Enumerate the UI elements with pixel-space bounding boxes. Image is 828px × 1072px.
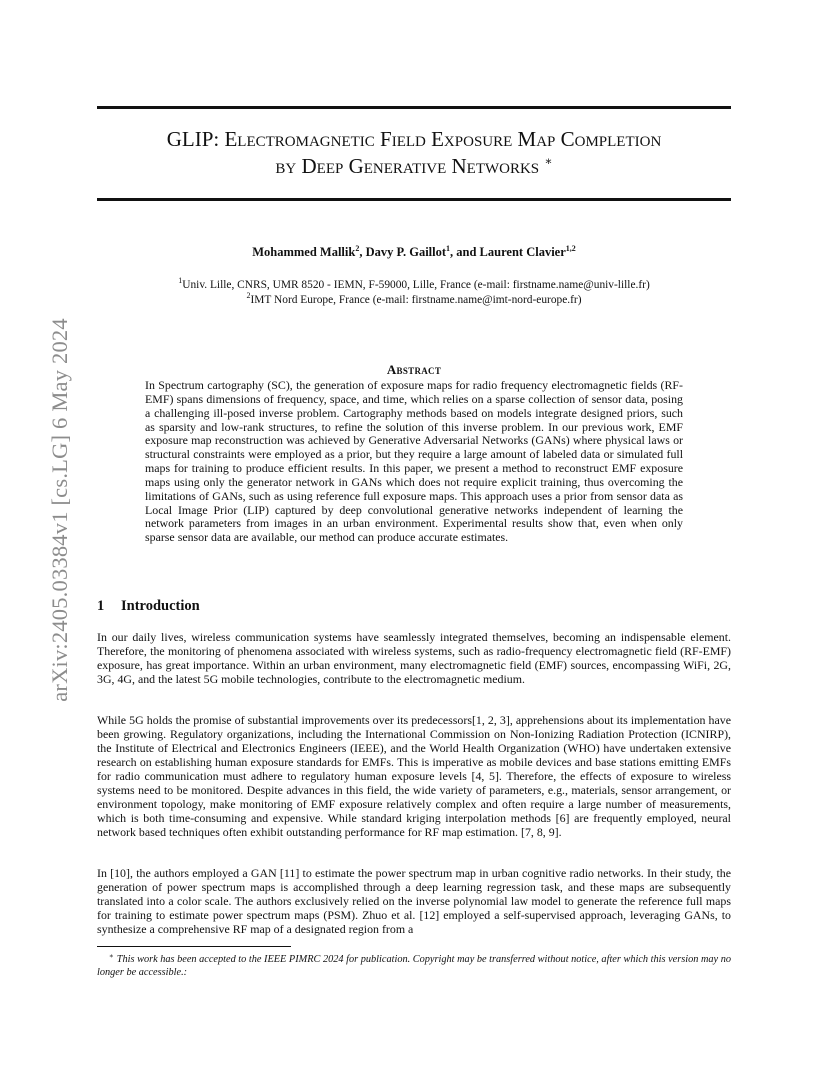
title-line-2: by Deep Generative Networks: [275, 154, 540, 178]
author-affil-mark: 2: [355, 244, 360, 253]
section-heading: [97, 598, 200, 615]
author-name: and Laurent Clavier: [456, 245, 566, 259]
affiliation-line: Univ. Lille, CNRS, UMR 8520 - IEMN, F-59000, Lille, France (e-mail: firstname.name@univ-lille.fr): [182, 279, 650, 291]
section-title: Introduction: [121, 598, 200, 614]
affiliations: [97, 278, 731, 307]
title-top-rule: [97, 106, 731, 109]
affiliation-line: IMT Nord Europe, France (e-mail: firstname.name@imt-nord-europe.fr): [250, 293, 582, 306]
body-paragraph: While 5G holds the promise of substantial improvements over its predecessors[1, 2, 3], apprehensions about its implementation have been growing. Regulatory organizations, including the International Commission on Non-Ionizing Radiation Protection (ICNIRP), the Institute of Electrical and Electronics Engineers (IEEE), and the World Health Organization (WHO) have undertaken extensive research on establishing human exposure standards for EMFs. This is imperative as mobile devices and base stations emitting EMFs for radio communication must adhere to regulatory human exposure levels [4, 5]. Therefore, the effects of exposure to wireless systems need to be monitored. Despite advances in this field, the wide variety of parameters, e.g., materials, sensor arrangement, or environment topology, make monitoring of EMF exposure relatively complex and often require a large number of measurements, which is both time-consuming and expensive. While standard kriging interpolation methods [6] are frequently employed, neural network based techniques often exhibit outstanding performance for RF map estimation. [7, 8, 9].: [97, 713, 731, 839]
footnote-rule: [97, 946, 291, 947]
author-affil-mark: 1: [446, 244, 451, 253]
title-footnote-mark: ∗: [544, 154, 553, 168]
affil-mark: 1: [178, 276, 183, 285]
arxiv-identifier-stamp: arXiv:2405.03384v1 [cs.LG] 6 May 2024: [47, 318, 72, 702]
author-name: Davy P. Gaillot: [365, 245, 447, 259]
affil-mark: 2: [246, 290, 251, 300]
title-line-1: GLIP: Electromagnetic Field Exposure Map Completion: [166, 127, 662, 151]
abstract-body: In Spectrum cartography (SC), the generation of exposure maps for radio frequency electromagnetic fields (RF-EMF) spans dimensions of frequency, space, and time, which relies on a sparse collection of sensor data, posing a challenging ill-posed inverse problem. Cartography methods based on models integrate designed priors, such as sparsity and low-rank structures, to refine the solution of this inverse problem. In our previous work, EMF exposure map reconstruction was achieved by Generative Adversarial Networks (GANs) where physical laws or structural constraints were employed as a prior, but they require a large amount of labeled data or simulated full maps for training to produce efficient results. In this paper, we present a method to reconstruct EMF exposure maps using only the generator network in GANs which does not require explicit training, thus overcoming the limitations of GANs, such as using reference full exposure maps. This approach uses a prior from sensor data as Local Image Prior (LIP) captured by deep convolutional generative networks independent of learning the network parameters from images in an urban environment. Experimental results show that, even when only sparse sensor data are available, our method can produce accurate estimates.: [145, 378, 683, 545]
author-affil-mark: 1,2: [565, 244, 576, 253]
title-bottom-rule: [97, 198, 731, 201]
footnote-mark: ∗: [109, 952, 114, 960]
body-paragraph: In our daily lives, wireless communication systems have seamlessly integrated themselves, becoming an indispensable element. Therefore, the monitoring of phenomena associated with wireless systems, such as radio-frequency electromagnetic field (RF-EMF) exposure, has great importance. Within an urban environment, many electromagnetic field (EMF) sources, encompassing WiFi, 2G, 3G, 4G, and the latest 5G mobile technologies, contribute to the electromagnetic medium.: [97, 630, 731, 686]
abstract-heading: Abstract: [386, 362, 442, 377]
body-paragraph: In [10], the authors employed a GAN [11] to estimate the power spectrum map in urban cognitive radio networks. In their study, the generation of power spectrum maps is accomplished through a deep learning regression task, and these maps are subsequently translated into a color scale. The authors exclusively relied on the inverse polynomial law model to generate the reference full maps for training to estimate power spectrum maps (PSM). Zhuo et al. [12] employed a self-supervised approach, leveraging GANs, to synthesize a comprehensive RF map of a designated region from a: [97, 866, 731, 936]
author-name: Mohammed Mallik: [252, 245, 356, 259]
paper-title: [97, 126, 731, 180]
footnote: [97, 950, 731, 979]
section-number: 1: [97, 598, 105, 614]
footnote-text: This work has been accepted to the IEEE PIMRC 2024 for publication. Copyright may be transferred without notice, after which this version may no longer be accessible.:: [97, 954, 731, 978]
author-list: Mohammed Mallik$^2$, Davy P. Gaillot$^1$, and Laurent Clavier$^{1,2}$: [252, 244, 576, 259]
